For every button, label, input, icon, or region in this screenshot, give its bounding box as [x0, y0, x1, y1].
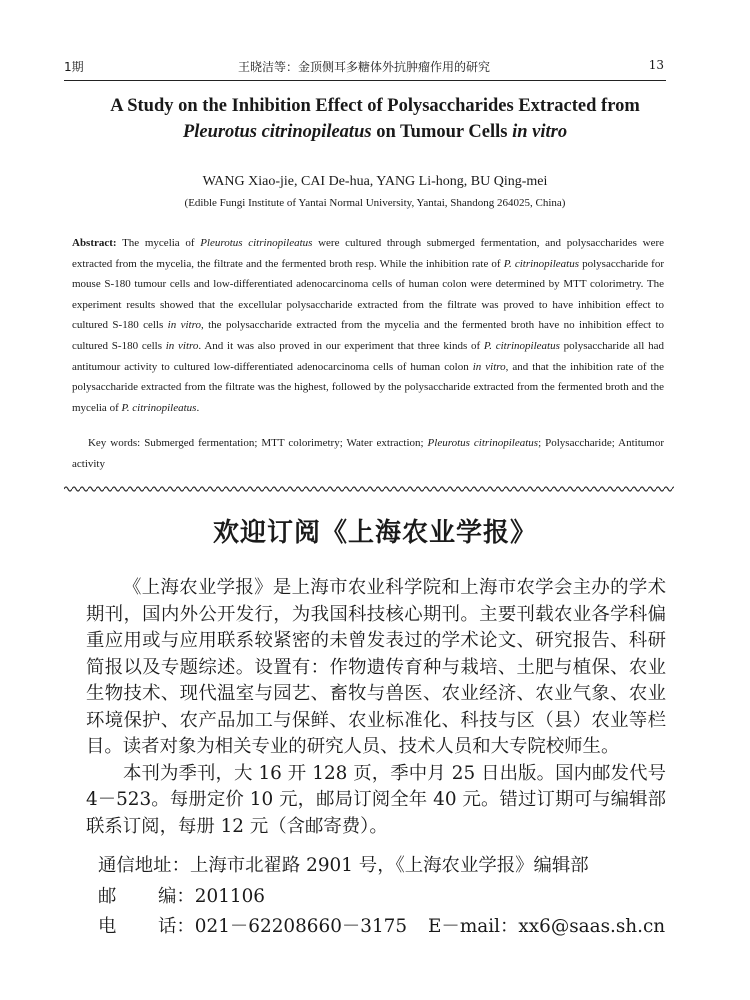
postcode-label-a: 邮 — [98, 886, 117, 907]
contact-phone — [98, 912, 407, 938]
phone-value: 021－62208660－3175 — [194, 916, 408, 937]
contact-address — [98, 851, 589, 877]
abstract-seg-species: Pleurotus citrinopileatus — [200, 237, 313, 249]
abstract-seg: , and that the inhibition rate of the polysaccharide extracted from the filtrate was the highest, followed by the polysaccharide extracted from the fermented broth and the mycelia of — [72, 360, 664, 414]
paper-title-line2 — [40, 119, 710, 145]
keywords-label: Key words: — [87, 437, 141, 449]
abstract-label: Abstract: — [72, 237, 117, 249]
issue-number: 1期 — [64, 60, 84, 74]
paper-title-line1: A Study on the Inhibition Effect of Polysaccharides Extracted from — [110, 96, 640, 116]
abstract-seg-invitro: in vitro — [165, 339, 199, 352]
keywords — [72, 433, 664, 474]
abstract-seg: polysaccharide for mouse S-180 tumour cells and low-differentiated adenocarcinoma cells of human colon were determined by MTT colorimetry. The experiment results showed that the excellular polysaccharide extracted from the filtrate was proved to have inhibition effect to cultured S-180 cells — [72, 257, 664, 332]
abstract-seg: polysaccharide all had antitumour activity to cultured low-differentiated adenocarcinoma cells of human colon — [72, 339, 664, 373]
abstract — [72, 233, 664, 418]
postcode-label-b: 编： — [158, 886, 195, 907]
keywords-post: ; Polysaccharide; Antitumor activity — [72, 437, 664, 470]
keywords-species: Pleurotus citrinopileatus — [427, 437, 539, 449]
abstract-seg: , the polysaccharide extracted from the mycelia and the fermented broth have no inhibition effect to cultured S-180 cells — [72, 319, 664, 352]
abstract-seg: . — [196, 401, 200, 414]
advert-title: 欢迎订阅《上海农业学报》 — [212, 518, 537, 548]
advert-body — [86, 575, 666, 840]
header-rule — [64, 80, 666, 81]
abstract-seg: . And it was also proved in our experiment that three kinds of — [198, 339, 484, 352]
authors: WANG Xiao-jie, CAI De-hua, YANG Li-hong, BU Qing-mei — [202, 174, 548, 189]
abstract-seg-invitro: in vitro — [472, 360, 506, 373]
decorative-divider — [64, 484, 674, 494]
postcode-value: 201106 — [194, 886, 266, 907]
advert-paragraph-1: 《上海农业学报》是上海市农业科学院和上海市农学会主办的学术期刊，国内外公开发行，为我国科技核心期刊。主要刊载农业各学科偏重应用或与应用联系较紧密的未曾发表过的学术论文、研究报告、科研简报以及专题综述。设置有：作物遗传育种与栽培、土肥与植保、农业生物技术、现代温室与园艺、畜牧与兽医、农业经济、农业气象、农业环境保护、农产品加工与保鲜、农业标准化、科技与区（县）农业等栏目。读者对象为相关专业的研究人员、技术人员和大专院校师生。 — [86, 577, 666, 757]
email-value: xx6@saas.sh.cn — [518, 916, 666, 937]
abstract-seg-species: P. citrinopileatus — [121, 401, 197, 414]
abstract-seg: were cultured through submerged fermentation, and polysaccharides were extracted from the mycelia, the filtrate and the fermented broth resp. While the inhibition rate of — [72, 237, 664, 270]
title-mid: on Tumour Cells — [371, 122, 513, 142]
phone-label-b: 话： — [158, 916, 195, 937]
abstract-seg-species: P. citrinopileatus — [483, 339, 560, 352]
contact-email — [428, 912, 665, 938]
paper-title — [40, 93, 710, 145]
phone-label-a: 电 — [98, 916, 117, 937]
email-label: E－mail： — [428, 916, 519, 937]
advert-paragraph-2: 本刊为季刊，大 16 开 128 页，季中月 25 日出版。国内邮发代号 4－523。每册定价 10 元，邮局订阅全年 40 元。错过订期可与编辑部联系订阅，每册 12 元（含邮寄费）。 — [86, 762, 666, 837]
title-end: in vitro — [512, 122, 568, 142]
affiliation: (Edible Fungi Institute of Yantai Normal University, Yantai, Shandong 264025, China) — [184, 197, 566, 209]
abstract-seg: The mycelia of — [116, 237, 201, 249]
address-value: 上海市北翟路 2901 号，《上海农业学报》编辑部 — [189, 855, 589, 876]
title-species: Pleurotus citrinopileatus — [182, 122, 372, 142]
abstract-seg-species: P. citrinopileatus — [503, 257, 580, 270]
page-number: 13 — [648, 58, 664, 72]
running-header — [64, 56, 664, 78]
running-title: 王晓洁等：金顶侧耳多糖体外抗肿瘤作用的研究 — [237, 60, 490, 74]
address-label: 通信地址： — [98, 855, 190, 876]
keywords-pre: Submerged fermentation; MTT colorimetry; Water extraction; — [140, 437, 428, 449]
contact-postcode — [98, 882, 265, 908]
abstract-seg-invitro: in vitro — [167, 319, 201, 332]
